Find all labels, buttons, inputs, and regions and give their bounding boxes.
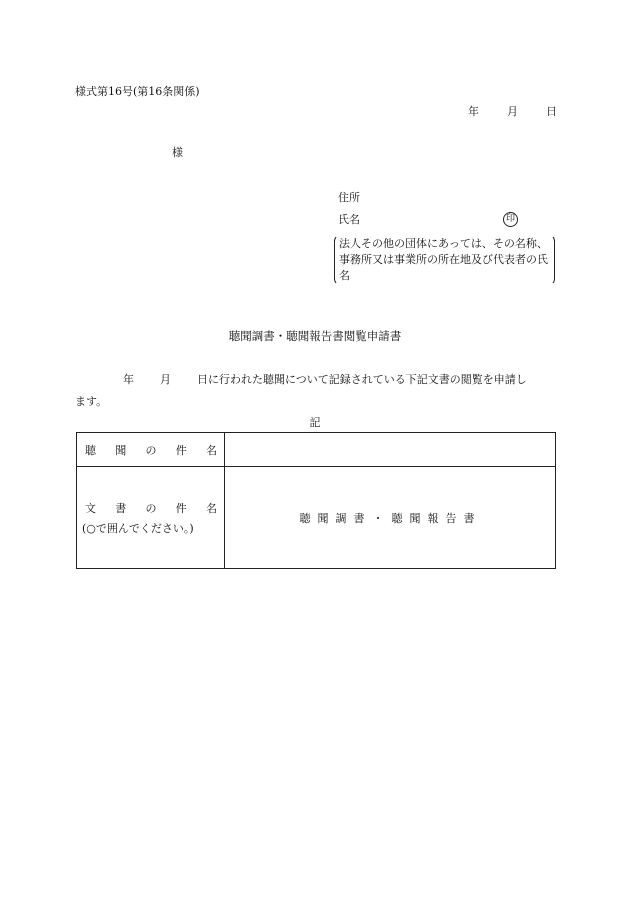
body-month-label: 月 [160,373,171,386]
document-title: 聴聞調書・聴聞報告書閲覧申請書 [228,329,402,343]
document-label: 文 書 の 件 名 [85,501,217,515]
ki-mark: 記 [309,416,321,429]
hearing-subject-value-cell[interactable] [225,433,556,467]
request-table [76,432,556,569]
choice-hearing-record[interactable]: 聴 聞 調 書 [299,511,365,525]
date-day-label: 日 [546,105,557,118]
choice-hearing-report[interactable]: 聴 聞 報 告 書 [391,511,475,525]
document-label-cell [77,467,225,569]
document-choices [225,510,555,526]
date-year-label: 年 [468,105,479,118]
table-row [77,467,556,569]
right-bracket [548,235,555,285]
date-line [468,106,557,117]
hearing-subject-label: 聴 聞 の 件 名 [85,443,217,457]
body-text: 日に行われた聴聞について記録されている下記文書の閲覧を申請し [197,373,527,386]
seal-mark: 印 [503,212,518,227]
form-number: 様式第16号(第16条関係) [75,85,200,98]
document-choices-cell [225,467,556,569]
body-text-line-2: ます。 [75,395,108,408]
corporate-note-text: 法人その他の団体にあっては、その名称、事務所又は事業所の所在地及び代表者の氏名 [339,237,548,282]
document-label-note: (○で囲んでください。) [82,521,194,535]
table-row [77,433,556,467]
corporate-note [334,235,549,283]
addressee-suffix: 様 [172,146,183,159]
name-label: 氏名 [338,213,360,226]
choice-separator: ・ [372,511,384,525]
body-year-label: 年 [123,373,134,386]
address-label: 住所 [338,191,360,204]
body-text-line-1 [75,374,527,385]
hearing-subject-label-cell [77,433,225,467]
date-month-label: 月 [507,105,518,118]
